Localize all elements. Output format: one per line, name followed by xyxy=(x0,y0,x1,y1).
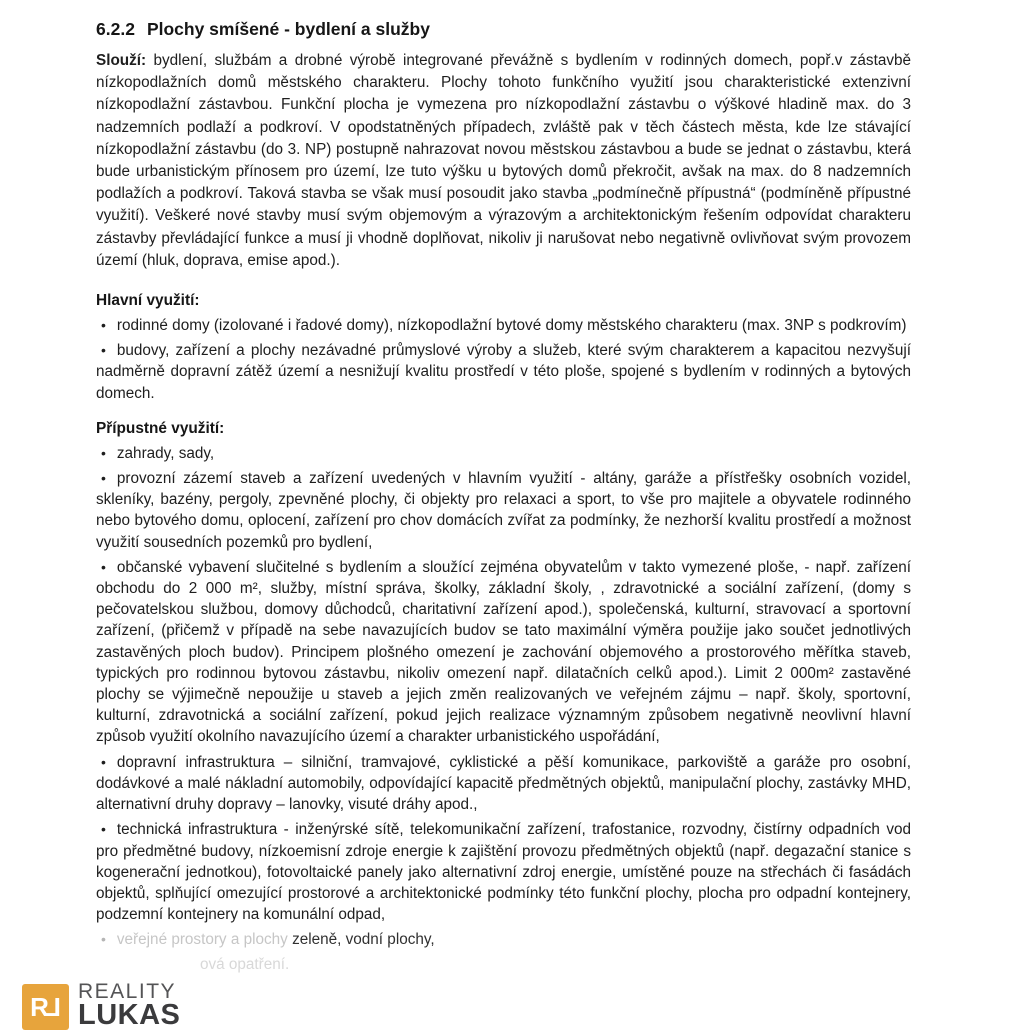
intro-text: bydlení, službám a drobné výrobě integrované převážně s bydlením v rodinných domech, popř.v zástavbě nízkopodlažních domů městského charakteru. Plochy tohoto funkčního využití jsou charakteristické extenzivní nízkopodlažní zástavbou. Funkční plocha je vymezena pro nízkopodlažní zástavbu o výškové hladině max. do 3 nadzemních podlaží a podkroví. V opodstatněných případech, zvláště pak v těch částech města, kde lze stávající nízkopodlažní zástavbu (do 3. NP) postupně nahrazovat novou městskou zástavbou a bude se jednat o zástavbu, která bude urbanistickým přínosem pro území, lze tuto výšku u bytových domů překročit, avšak na max. do 8 nadzemních podlažích a podkroví. Taková stavba se však musí posoudit jako stavba „podmínečně přípustná“ (podmíněně přípustné využití). Veškeré nové stavby musí svým objemovým a výrazovým a architektonickým řešením odpovídat charakteru zástavby převládající funkce a musí ji vhodně doplňovat, nikoliv ji narušovat nebo negativně ovlivňovat svým provozem území (hluk, doprava, emise apod.). xyxy=(96,52,911,269)
monogram-letter-r: R xyxy=(30,992,49,1022)
heading-number: 6.2.2 xyxy=(96,19,135,39)
section-title-permitted-use: Přípustné využití: xyxy=(96,419,225,437)
list-item xyxy=(96,752,911,816)
list-item xyxy=(96,819,911,925)
list-item-text: dopravní infrastruktura – silniční, tramvajové, cyklistické a pěší komunikace, parkoviště a garáže pro osobní, dodávkové a malé nákladní automobily, odpovídající kapacitě předmětných objektů, manipulační plochy, zastávky MHD, alternativní druhy dopravy – lanovky, visuté dráhy apod., xyxy=(96,753,911,814)
logo-word-lukas: LUKAS xyxy=(78,999,181,1031)
list-item-text: provozní zázemí staveb a zařízení uvedených v hlavním využití - altány, garáže a přístřešky osobních vozidel, skleníky, bazény, pergoly, zpevněné plochy, či objekty pro relaxaci a sport, to vše pro majitele a obyvatele rodinného nebo bytového domu, oplocení, zařízení pro chov domácích zvířat za podmínky, že nezhorší kvalitu prostředí a možnost využití sousedních pozemků pro bydlení, xyxy=(96,470,911,551)
bullet-icon: • xyxy=(101,558,106,575)
section-title-main-use: Hlavní využití: xyxy=(96,292,200,310)
bullet-icon: • xyxy=(101,444,106,461)
intro-label: Slouží: xyxy=(96,52,147,69)
logo-word-reality: REALITY xyxy=(78,980,177,1004)
list-item-text: rodinné domy (izolované i řadové domy), nízkopodlažní bytové domy městského charakteru (max. 3NP s podkrovím) xyxy=(116,317,907,335)
faded-text-fragment: ová opatření. xyxy=(200,955,290,973)
logo-monogram-icon xyxy=(22,984,69,1030)
list-item xyxy=(96,557,911,748)
list-item xyxy=(96,468,911,553)
list-item-text: občanské vybavení slučitelné s bydlením a sloužící zejména obyvatelům v takto vymezené ploše, - např. zařízení obchodu do 2 000 m², služby, místní správa, školky, základní školy, , zdravotnické a sociální zařízení, (domy s pečovatelskou službou, domovy důchodců, charitativní zařízení apod.), společenská, kulturní, stravovací a sportovní zařízení, (přičemž v případě na sebe navazujících budov se tato maximální výměra použije jako součet jednotlivých zastavěných ploch budov). Principem plošného omezení je zachování objemového a prostorového měřítka staveb, typických pro rodinnou bytovou zástavbu, nikoliv omezení např. dilatačních celků apod.). Limit 2 000m² zastavěné plochy se výjimečně nepoužije u staveb a jejich změn realizovaných ve veřejném zájmu – např. školy, sportovní, kulturní, zdravotnická a sociální zařízení, pokud jejich realizace významným způsobem negativně neovlivní hlavní způsob využití okolního navazujícího území a charakter urbanistického uspořádání, xyxy=(96,558,911,746)
bullet-icon: • xyxy=(101,753,106,770)
list-item-text: zahrady, sady, xyxy=(116,444,215,462)
monogram-letter-l: L xyxy=(44,992,61,1022)
list-item-text-faded: veřejné prostory a plochy xyxy=(116,931,293,949)
list-item xyxy=(96,315,911,336)
reality-lukas-logo xyxy=(20,981,180,1030)
bullet-icon: • xyxy=(101,317,106,334)
bullet-icon: • xyxy=(101,342,106,359)
heading-text: Plochy smíšené - bydlení a služby xyxy=(146,19,430,39)
list-item-text: budovy, zařízení a plochy nezávadné průmyslové výroby a služeb, které svým charakterem a kapacitou nezvyšují nadměrně dopravní zátěž území a nesnižují kvalitu prostředí v této ploše, spojené s bydlením v rodinných a bytových domech. xyxy=(96,342,911,402)
bullet-icon: • xyxy=(101,931,106,948)
bullet-icon: • xyxy=(101,821,106,838)
intro-paragraph xyxy=(96,50,911,272)
list-item-faded xyxy=(96,929,911,950)
list-item-text: technická infrastruktura - inženýrské sítě, telekomunikační zařízení, trafostanice, rozvodny, čistírny odpadních vod pro předmětné budovy, nízkoemisní zdroje energie k zajištění provozu předmětných objektů (např. degazační stanice s kogenerační jednotkou), fotovoltaické panely jako alternativní zdroj energie, umístěné pouze na střechách či fasádách objektů, splňující omezující prostorové a architektonické podmínky této funkční plochy, plocha pro odpadní kontejnery, podzemní kontejnery na komunální odpad, xyxy=(96,821,911,924)
bullet-icon: • xyxy=(101,470,106,487)
page-title xyxy=(96,18,911,40)
document-page xyxy=(96,12,911,975)
list-item xyxy=(96,340,911,404)
list-item xyxy=(96,443,911,464)
logo-text xyxy=(78,981,180,1030)
list-item-text: zeleně, vodní plochy, xyxy=(292,931,435,949)
